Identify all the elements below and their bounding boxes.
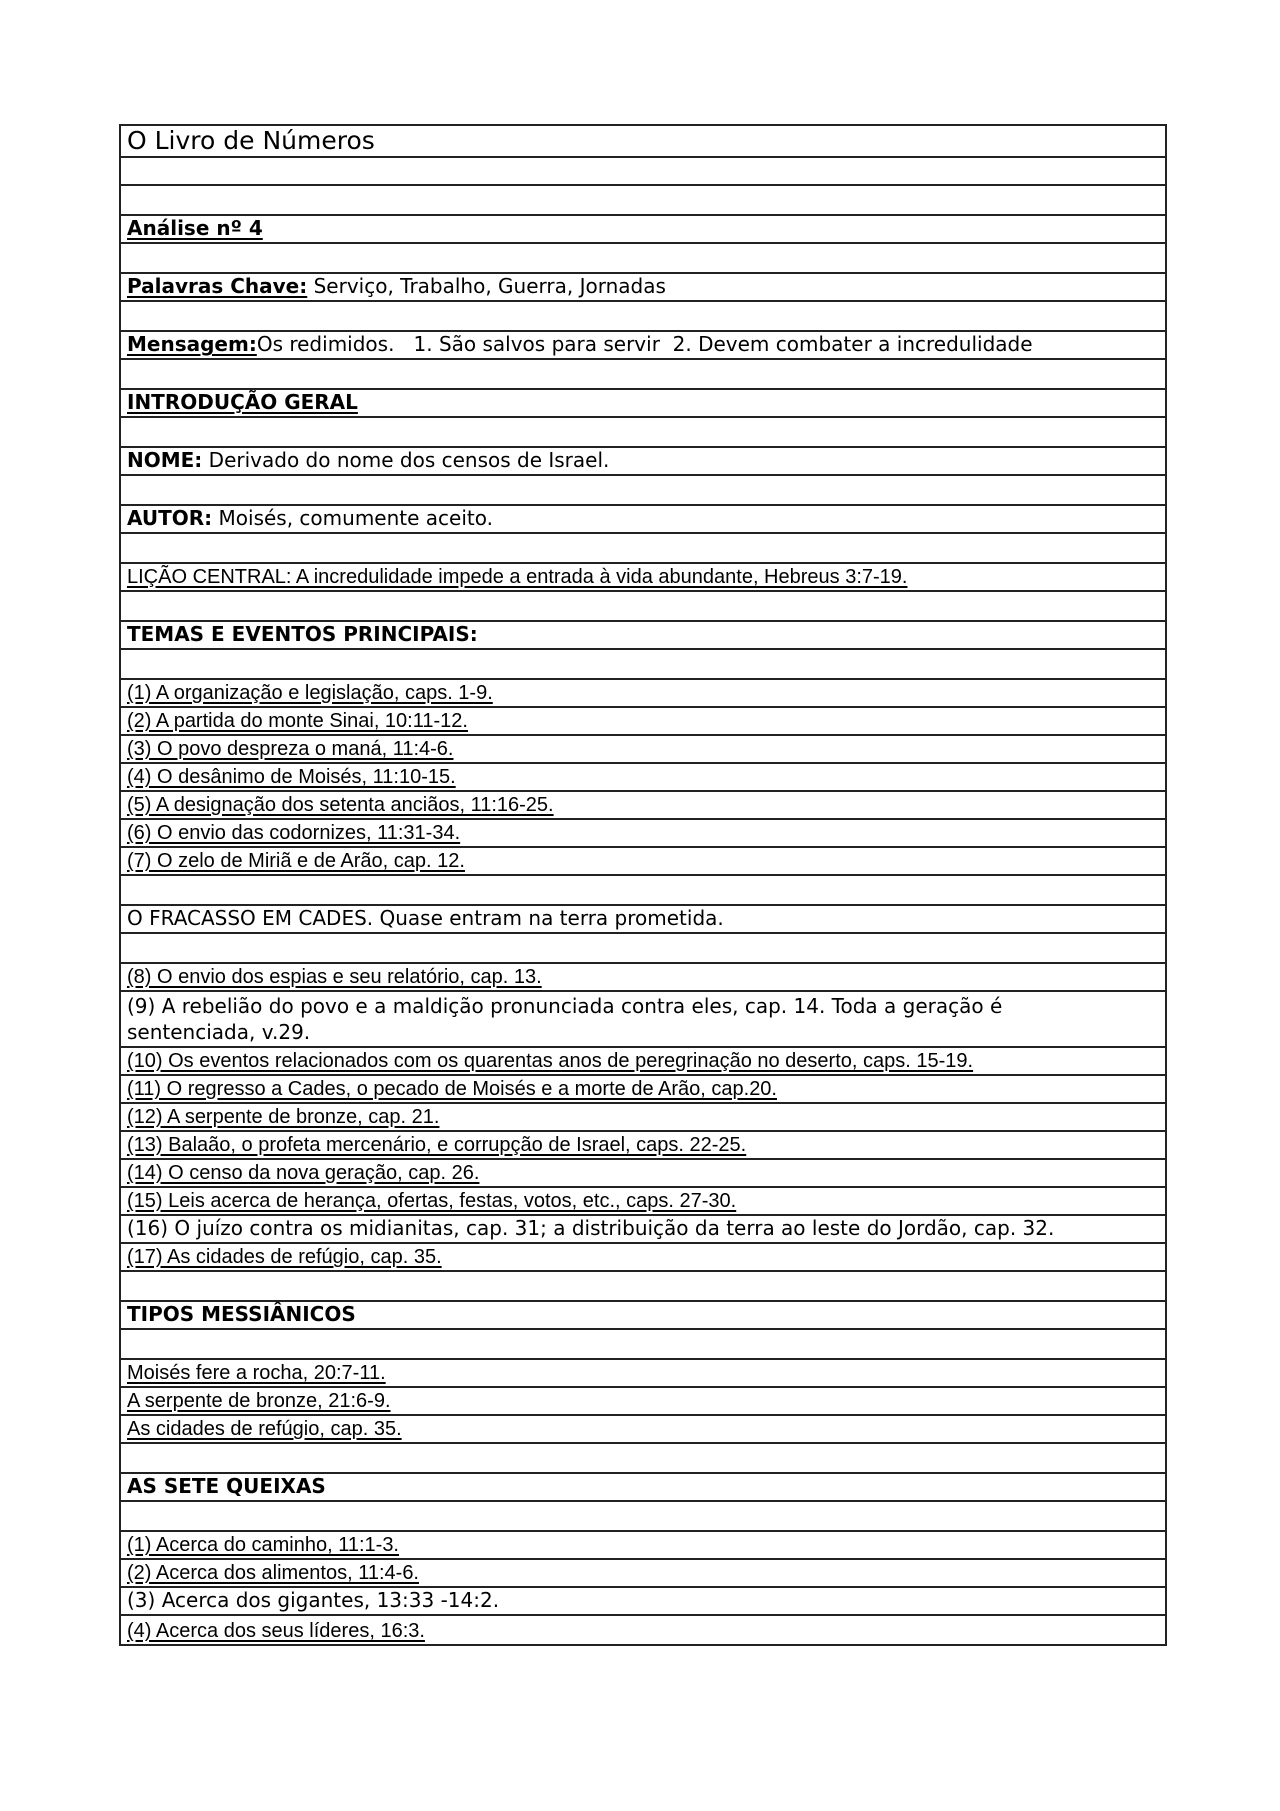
empty-row [121,360,1165,390]
theme-item: (3) O povo despreza o maná, 11:4-6. [121,736,1165,764]
theme-item: (16) O juízo contra os midianitas, cap. 31; a distribuição da terra ao leste do Jordão, cap. 32. [121,1216,1165,1244]
section-heading-complaints: AS SETE QUEIXAS [121,1474,1165,1502]
empty-row [121,418,1165,448]
empty-row [121,876,1165,906]
theme-item: (8) O envio dos espias e seu relatório, cap. 13. [121,964,1165,992]
section-heading-messianic: TIPOS MESSIÂNICOS [121,1302,1165,1330]
analysis-number: Análise nº 4 [121,216,1165,244]
theme-item: (6) O envio das codornizes, 11:31-34. [121,820,1165,848]
empty-row [121,592,1165,622]
theme-item: (7) O zelo de Miriã e de Arão, cap. 12. [121,848,1165,876]
author-row [121,506,1165,534]
messianic-item: As cidades de refúgio, cap. 35. [121,1416,1165,1444]
document-title: O Livro de Números [121,126,1165,158]
central-lesson: LIÇÃO CENTRAL: A incredulidade impede a entrada à vida abundante, Hebreus 3:7-19. [121,564,1165,592]
empty-row [121,476,1165,506]
theme-item: (17) As cidades de refúgio, cap. 35. [121,1244,1165,1272]
theme-item: (10) Os eventos relacionados com os quarentas anos de peregrinação no deserto, caps. 15-19. [121,1048,1165,1076]
empty-row [121,186,1165,216]
section-heading-themes: TEMAS E EVENTOS PRINCIPAIS: [121,622,1165,650]
complaint-item: (2) Acerca dos alimentos, 11:4-6. [121,1560,1165,1588]
author-value: Moisés, comumente aceito. [212,506,493,530]
message-row [121,332,1165,360]
empty-row [121,1330,1165,1360]
name-row [121,448,1165,476]
theme-item: (5) A designação dos setenta anciãos, 11:16-25. [121,792,1165,820]
empty-row [121,302,1165,332]
complaint-item: (4) Acerca dos seus líderes, 16:3. [127,1620,425,1642]
theme-item: (13) Balaão, o profeta mercenário, e corrupção de Israel, caps. 22-25. [121,1132,1165,1160]
empty-row [121,1272,1165,1302]
theme-item: (11) O regresso a Cades, o pecado de Moisés e a morte de Arão, cap.20. [121,1076,1165,1104]
message-value: Os redimidos. 1. São salvos para servir 2. Devem combater a incredulidade [256,332,1033,356]
theme-item: (4) O desânimo de Moisés, 11:10-15. [121,764,1165,792]
theme-item: (14) O censo da nova geração, cap. 26. [121,1160,1165,1188]
theme-item: (15) Leis acerca de herança, ofertas, festas, votos, etc., caps. 27-30. [121,1188,1165,1216]
keywords-label: Palavras Chave: [127,274,308,298]
empty-row [121,534,1165,564]
message-label: Mensagem: [127,332,257,356]
name-label: NOME: [127,448,203,472]
author-label: AUTOR: [127,506,213,530]
theme-item-multiline [121,992,1165,1048]
empty-row [121,1444,1165,1474]
complaint-item: (1) Acerca do caminho, 11:1-3. [121,1532,1165,1560]
empty-row [121,650,1165,680]
theme-item: (1) A organização e legislação, caps. 1-9. [121,680,1165,708]
keywords-row [121,274,1165,302]
name-value: Derivado do nome dos censos de Israel. [202,448,610,472]
theme-item-line1: (9) A rebelião do povo e a maldição pronunciada contra eles, cap. 14. Toda a geração é [127,994,1003,1018]
messianic-item: A serpente de bronze, 21:6-9. [121,1388,1165,1416]
failure-heading: O FRACASSO EM CADES. Quase entram na terra prometida. [121,906,1165,934]
theme-item: (12) A serpente de bronze, cap. 21. [121,1104,1165,1132]
empty-row [121,244,1165,274]
theme-item-line2: sentenciada, v.29. [127,1020,311,1044]
empty-row [121,1502,1165,1532]
theme-item: (2) A partida do monte Sinai, 10:11-12. [121,708,1165,736]
section-heading-intro: INTRODUÇÃO GERAL [121,390,1165,418]
keywords-value: Serviço, Trabalho, Guerra, Jornadas [307,274,666,298]
empty-row [121,158,1165,186]
empty-row [121,934,1165,964]
complaint-item: (3) Acerca dos gigantes, 13:33 -14:2. [121,1588,1165,1616]
messianic-item: Moisés fere a rocha, 20:7-11. [121,1360,1165,1388]
document-table [119,124,1167,1646]
